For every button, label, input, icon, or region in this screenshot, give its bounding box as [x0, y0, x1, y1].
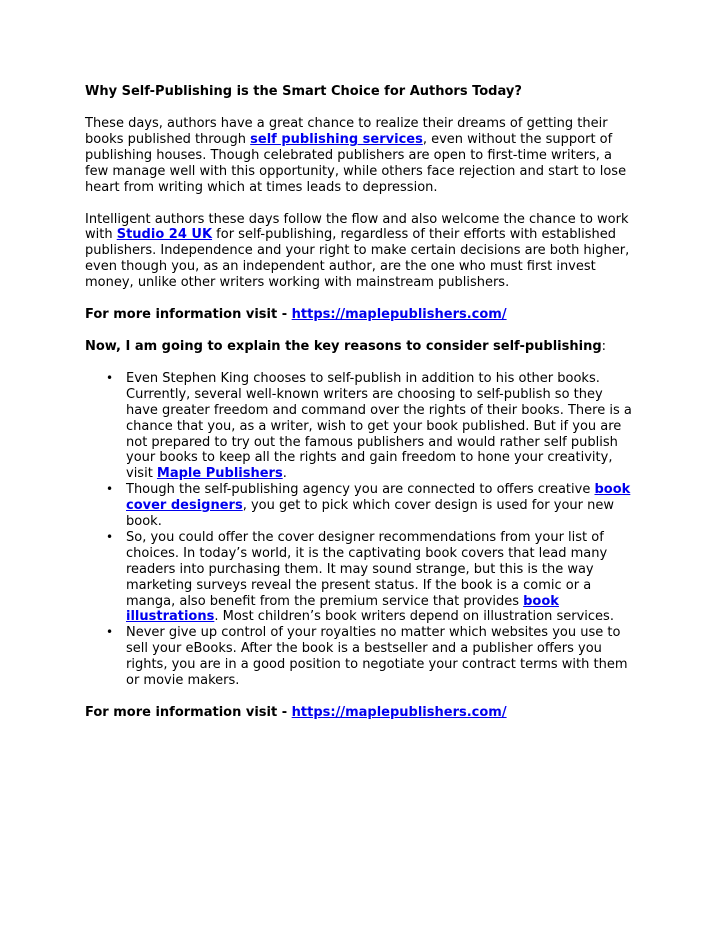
reasons-list [85, 371, 637, 689]
list-item-text-after: . Most children’s book writers depend on illustration services. [214, 609, 614, 625]
document-page [85, 84, 637, 737]
reasons-heading-text: Now, I am going to explain the key reasons to consider self-publishing [85, 338, 602, 354]
intro-text-after: , even without the support of publishing houses. Though celebrated publishers are open to first-time writers, a few manage well with this opportunity, while others face rejection and start to lose heart from writing which at times leads to depression. [85, 131, 627, 195]
book-cover-designers-link[interactable]: book cover designers [126, 482, 631, 514]
reasons-heading-colon: : [601, 338, 607, 354]
self-publishing-services-link[interactable]: self publishing services [250, 131, 423, 147]
bullet-marker: • [106, 482, 114, 497]
list-item-text: Never give up control of your royalties no matter which websites you use to sell your eBooks. After the book is a bestseller and a publisher offers you rights, you are in a good position to negotiate your contract terms with them or movie makers. [126, 625, 628, 689]
list-item [106, 370, 637, 482]
intro-paragraph [85, 116, 637, 196]
bullet-marker: • [106, 370, 114, 385]
second-paragraph [85, 212, 637, 292]
more-info-line-2 [85, 705, 637, 721]
studio-24-uk-link[interactable]: Studio 24 UK [116, 227, 213, 243]
bullet-marker: • [106, 529, 114, 544]
second-text-after: for self-publishing, regardless of their efforts with established publishers. Independence and your right to make certain decisions are both higher, even though you, as an independent author, are the one who must first invest money, unlike other writers working with mainstream publishers. [85, 227, 630, 291]
maple-publishers-url-link-1[interactable]: https://maplepublishers.com/ [291, 307, 507, 323]
maple-publishers-link[interactable]: Maple Publishers [156, 466, 283, 482]
list-item-text-after: . [282, 466, 287, 482]
list-item [106, 625, 637, 689]
maple-publishers-url-link-2[interactable]: https://maplepublishers.com/ [291, 705, 507, 720]
list-item-text: Though the self-publishing agency you are connected to offers creative [126, 482, 595, 498]
reasons-heading [85, 339, 637, 355]
page-title: Why Self-Publishing is the Smart Choice for Authors Today? [85, 84, 522, 99]
intro-text-before: These days, authors have a great chance to realize their dreams of getting their books published through [85, 116, 608, 147]
list-item-text: So, you could offer the cover designer recommendations from your list of choices. In today’s world, it is the captivating book covers that lead many readers into purchasing them. It may sound strange, but this is the way marketing surveys reveal the present status. If the book is a comic or a manga, also benefit from the premium service that provides [126, 529, 608, 609]
second-text-before: Intelligent authors these days follow the flow and also welcome the chance to work with [85, 211, 629, 243]
list-item-text: Even Stephen King chooses to self-publish in addition to his other books. Currently, several well-known writers are choosing to self-publish so they have greater freedom and command over the rights of their books. There is a chance that you, as a writer, wish to get your book published. But if you are not prepared to try out the famous publishers and would rather self publish your books to keep all the rights and gain freedom to hone your creativity, visit [126, 370, 632, 482]
list-item [106, 482, 637, 530]
more-info-label-1: For more information visit - [85, 307, 292, 323]
bullet-marker: • [106, 625, 114, 640]
book-illustrations-link[interactable]: book illustrations [126, 593, 559, 625]
list-item [106, 529, 637, 625]
more-info-label-2: For more information visit - [85, 705, 292, 720]
list-item-text-after: , you get to pick which cover design is used for your new book. [126, 498, 615, 530]
more-info-line-1 [85, 307, 637, 323]
